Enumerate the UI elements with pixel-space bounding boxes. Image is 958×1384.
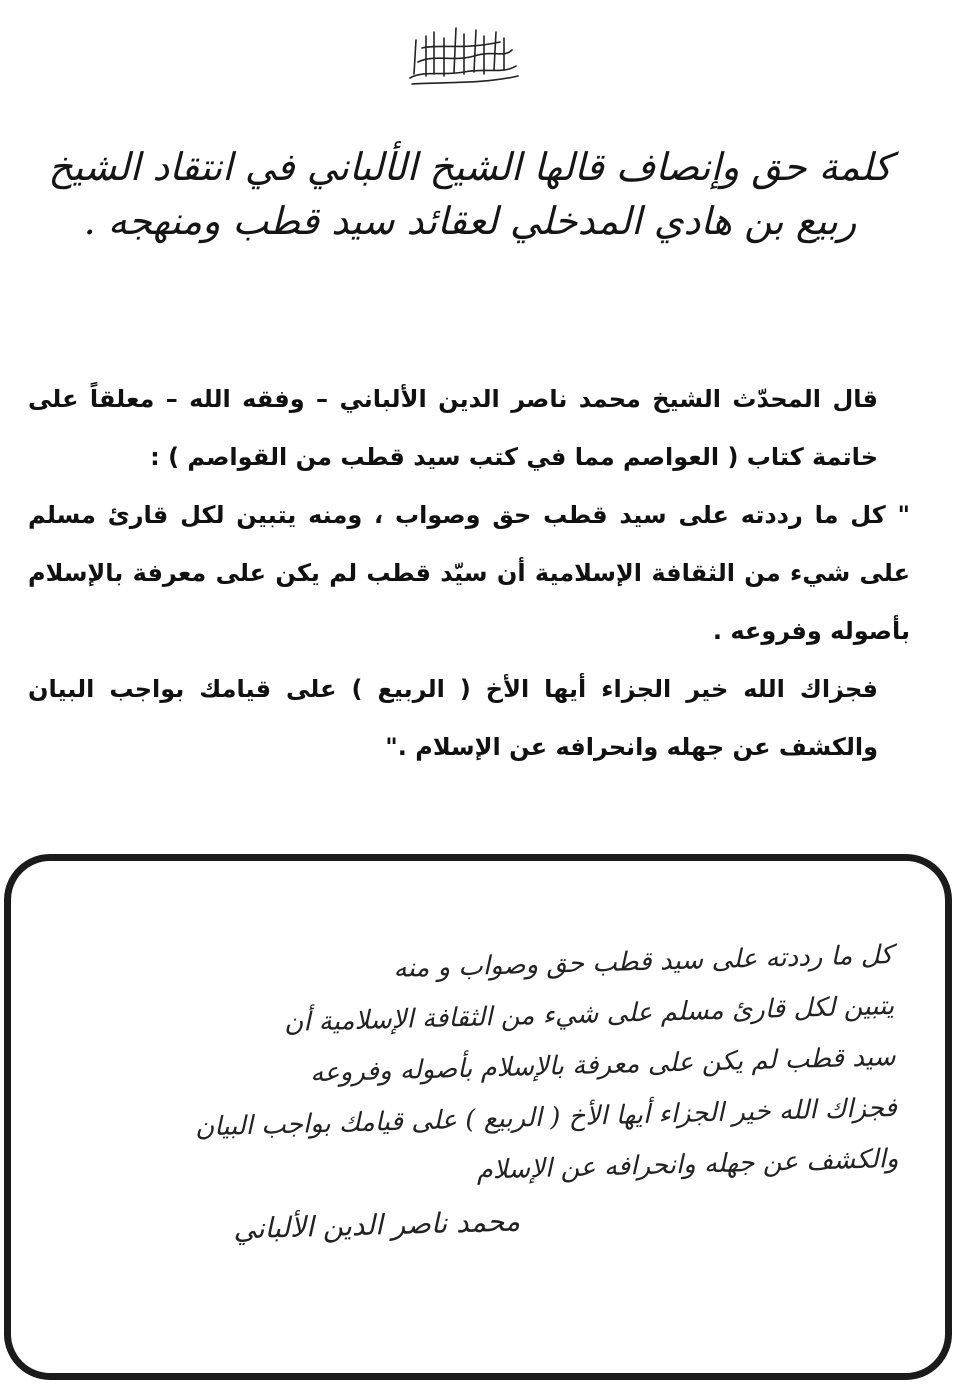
basmala-calligraphy <box>404 18 522 90</box>
handwritten-line-1: كل ما رددته على سيد قطب حق وصواب و منه <box>393 939 894 984</box>
document-title: كلمة حق وإنصاف قالها الشيخ الألباني في انتقاد الشيخ ربيع بن هادي المدخلي لعقائد سيد قطب ومنهجه . <box>48 145 892 243</box>
handwritten-signature: محمد ناصر الدين الألباني <box>232 1204 521 1246</box>
intro-paragraph: قال المحدّث الشيخ محمد ناصر الدين الألباني – وفقه الله – معلقاً على خاتمة كتاب ( العواصم مما في كتب سيد قطب من القواصم ) : <box>28 385 878 471</box>
handwritten-line-4: فجزاك الله خير الجزاء أيها الأخ ( الربيع ) على قيامك بواجب البيان <box>194 1092 898 1143</box>
handwritten-note <box>52 930 900 1259</box>
quote-paragraph-2: فجزاك الله خير الجزاء أيها الأخ ( الربيع ) على قيامك بواجب البيان والكشف عن جهله وانحرافه عن الإسلام ." <box>28 675 878 761</box>
handwritten-line-2: يتبين لكل قارئ مسلم على شيء من الثقافة الإسلامية أن <box>283 990 895 1039</box>
handwritten-line-5: والكشف عن جهله وانحرافه عن الإسلام <box>476 1143 899 1186</box>
basmala-calligraphy-graphic <box>404 18 522 90</box>
quote-paragraph-1: " كل ما رددته على سيد قطب حق وصواب ، ومنه يتبين لكل قارئ مسلم على شيء من الثقافة الإسلامية أن سيّد قطب لم يكن على معرفة بالإسلام بأصوله وفروعه . <box>28 501 910 645</box>
handwritten-line-3: سيد قطب لم يكن على معرفة بالإسلام بأصوله وفروعه <box>309 1041 896 1089</box>
printed-body <box>28 370 910 776</box>
